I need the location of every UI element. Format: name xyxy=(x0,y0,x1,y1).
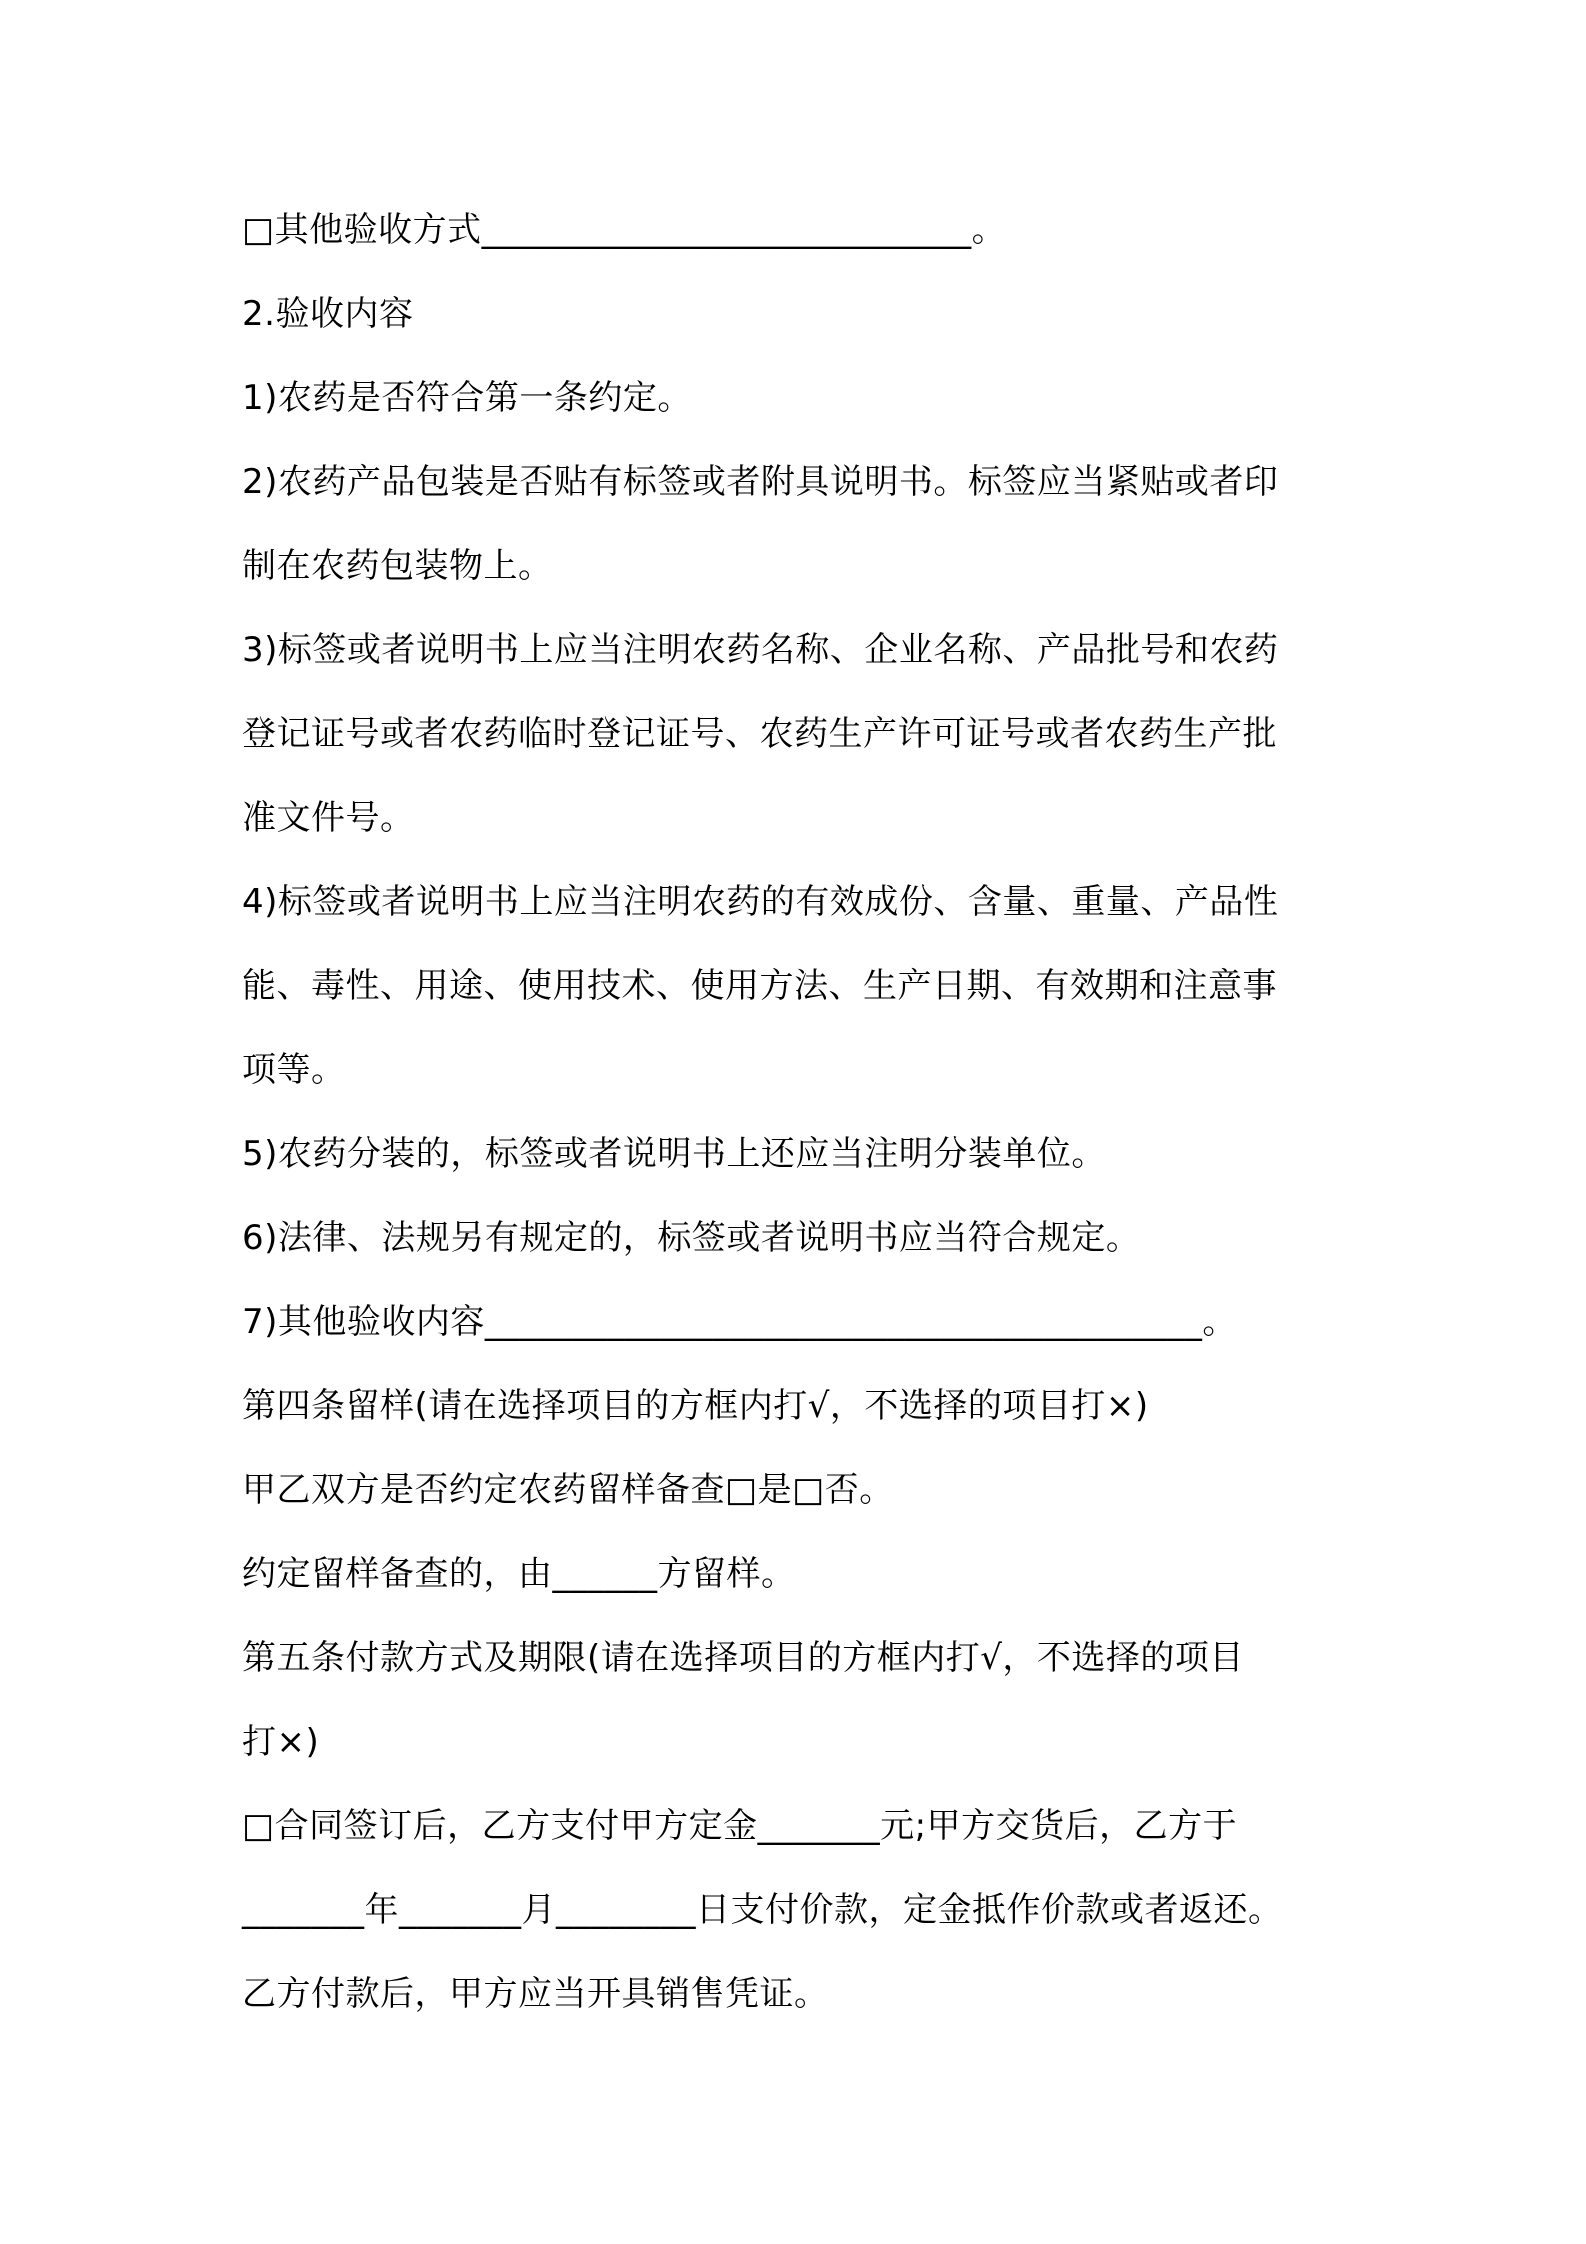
text-line-sample-retention-choice: 甲乙双方是否约定农药留样备查□是□否。 xyxy=(242,1470,894,1510)
text-line-item-4b: 能、毒性、用途、使用技术、使用方法、生产日期、有效期和注意事 xyxy=(242,966,1277,1006)
document-page xyxy=(242,0,1362,2244)
text-line-payment-date: _______年_______月________日支付价款，定金抵作价款或者返还。 xyxy=(242,1890,1283,1930)
text-line-sample-retention-party: 约定留样备查的，由______方留样。 xyxy=(242,1554,796,1594)
text-line-article-5-heading-a: 第五条付款方式及期限(请在选择项目的方框内打√，不选择的项目 xyxy=(242,1638,1244,1678)
text-line-item-3c: 准文件号。 xyxy=(242,798,415,838)
text-line-item-1: 1)农药是否符合第一条约定。 xyxy=(242,378,692,418)
text-line-item-4a: 4)标签或者说明书上应当注明农药的有效成份、含量、重量、产品性 xyxy=(242,882,1279,922)
text-line-item-2b: 制在农药包装物上。 xyxy=(242,546,553,586)
text-line-item-6: 6)法律、法规另有规定的，标签或者说明书应当符合规定。 xyxy=(242,1218,1141,1258)
text-line-item-3b: 登记证号或者农药临时登记证号、农药生产许可证号或者农药生产批 xyxy=(242,714,1277,754)
text-line-article-4-heading: 第四条留样(请在选择项目的方框内打√，不选择的项目打×) xyxy=(242,1386,1149,1426)
text-line-item-4c: 项等。 xyxy=(242,1050,346,1090)
text-line-payment-deposit: □合同签订后，乙方支付甲方定金_______元;甲方交货后，乙方于 xyxy=(242,1806,1238,1846)
text-line-item-5: 5)农药分装的，标签或者说明书上还应当注明分装单位。 xyxy=(242,1134,1106,1174)
text-line-item-3a: 3)标签或者说明书上应当注明农药名称、企业名称、产品批号和农药 xyxy=(242,630,1279,670)
text-line-article-5-heading-b: 打×) xyxy=(242,1722,320,1762)
text-line-item-7: 7)其他验收内容_________________________________________。 xyxy=(242,1302,1237,1342)
text-line-sales-voucher: 乙方付款后，甲方应当开具销售凭证。 xyxy=(242,1974,829,2014)
text-line-acceptance-content-heading: 2.验收内容 xyxy=(242,294,414,334)
text-line-item-2a: 2)农药产品包装是否贴有标签或者附具说明书。标签应当紧贴或者印 xyxy=(242,462,1279,502)
text-line-other-acceptance-method: □其他验收方式____________________________。 xyxy=(242,210,1007,250)
